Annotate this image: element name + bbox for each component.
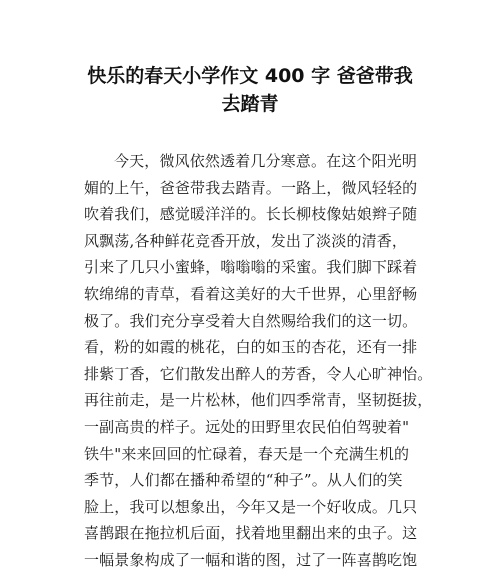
paragraph-line: 再往前走，是一片松林，他们四季常青，坚韧挺拔， — [84, 391, 433, 410]
paragraph-line: 风飘荡,各种鲜花竞香开放，发出了淡淡的清香， — [84, 231, 408, 250]
paragraph-line: 吹着我们，感觉暖洋洋的。长长柳枝像姑娘辫子随 — [84, 205, 418, 224]
paragraph-line: 媚的上午，爸爸带我去踏青。一路上，微风轻轻的 — [84, 178, 418, 197]
essay-body — [84, 148, 433, 574]
paragraph-line: 今天，微风依然透着几分寒意。在这个阳光明 — [114, 152, 418, 170]
paragraph-line: 脸上，我可以想象出，今年又是一个好收成。几只 — [84, 497, 418, 516]
paragraph-line: 排紫丁香，它们散发出醉人的芳香，令人心旷神怡。 — [84, 364, 433, 383]
title-line: 快乐的春天小学作文 400 字 爸爸带我 — [87, 65, 413, 87]
paragraph-line: 喜鹊跟在拖拉机后面，找着地里翻出来的虫子。这 — [84, 524, 418, 543]
page-title — [60, 62, 440, 118]
paragraph-line: 软绵绵的青草，看着这美好的大千世界，心里舒畅 — [84, 284, 418, 303]
paragraph-line: 一副高贵的样子。远处的田野里农民伯伯驾驶着" — [84, 417, 410, 436]
paragraph-line: 引来了几只小蜜蜂，嗡嗡嗡的采蜜。我们脚下踩着 — [84, 258, 418, 277]
paragraph-line: 一幅景象构成了一幅和谐的图，过了一阵喜鹊吃饱 — [84, 550, 418, 569]
paragraph-line: 季节，人们都在播种希望的“种子”。从人们的笑 — [84, 471, 403, 490]
paragraph-line: 极了。我们充分享受着大自然赐给我们的这一切。 — [84, 311, 418, 330]
paragraph-line: 铁牛"来来回回的忙碌着，春天是一个充满生机的 — [84, 444, 410, 463]
paragraph-line: 看，粉的如霞的桃花，白的如玉的杏花，还有一排 — [84, 338, 418, 357]
title-line: 去踏青 — [221, 93, 279, 115]
